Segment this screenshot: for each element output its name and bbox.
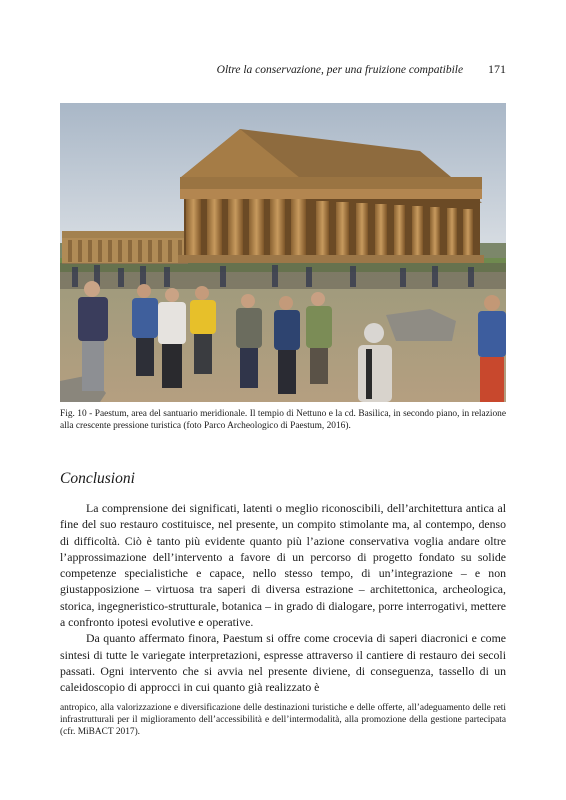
figure-caption: Fig. 10 - Paestum, area del santuario meridionale. Il tempio di Nettuno e la cd. Basilica, in secondo piano, in relazione alla crescente pressione turistica (foto Parco Archeologico di Paestum, 2016). [60,409,506,432]
paragraph: La comprensione dei significati, latenti o meglio riconoscibili, dell’architettura antica al fine del suo restauro costituisce, nel presente, un compito stimolante ma, al contempo, denso di difficoltà. Ciò è tanto più evidente quanto più l’azione conservativa voglia andare oltre l’approssimazione dell’intervento a favore di un percorso di progetto fondato su solide competenze specialistiche e capace, nello stesso tempo, di un’integrazione – e non giustapposizione – virtuosa tra saperi di diversa estrazione – architettonica, archeologica, storica, ingegneristico-strutturale, botanica – in grado di dialogare, porre interrogativi, mettere a confronto ipotesi evolutive e operative. [60,501,506,630]
page-header [60,62,506,77]
page-number: 171 [488,62,506,76]
running-title: Oltre la conservazione, per una fruizione compatibile [216,64,464,76]
temple-photo [60,103,506,402]
crowd [60,263,506,289]
section-title: Conclusioni [60,470,135,487]
basilica [62,231,188,264]
body-text [60,500,506,696]
paragraph: Da quanto affermato finora, Paestum si offre come crocevia di saperi diacronici e come sintesi di tutte le variegate interpretazioni, espresse attraverso il cantiere di restauro dei secoli passati. Ogni intervento che si avvia nel presente diviene, di conseguenza, tassello di un caleidoscopio di approcci in cui quanto già realizzato è [60,631,506,695]
footnote: antropico, alla valorizzazione e diversificazione delle destinazioni turistiche e delle offerte, all’adeguamento delle reti infrastrutturali per il miglioramento dell’accessibilità e dell’intermodalità, alla promozione della gestione partecipata (cfr. MiBACT 2017). [60,703,506,738]
